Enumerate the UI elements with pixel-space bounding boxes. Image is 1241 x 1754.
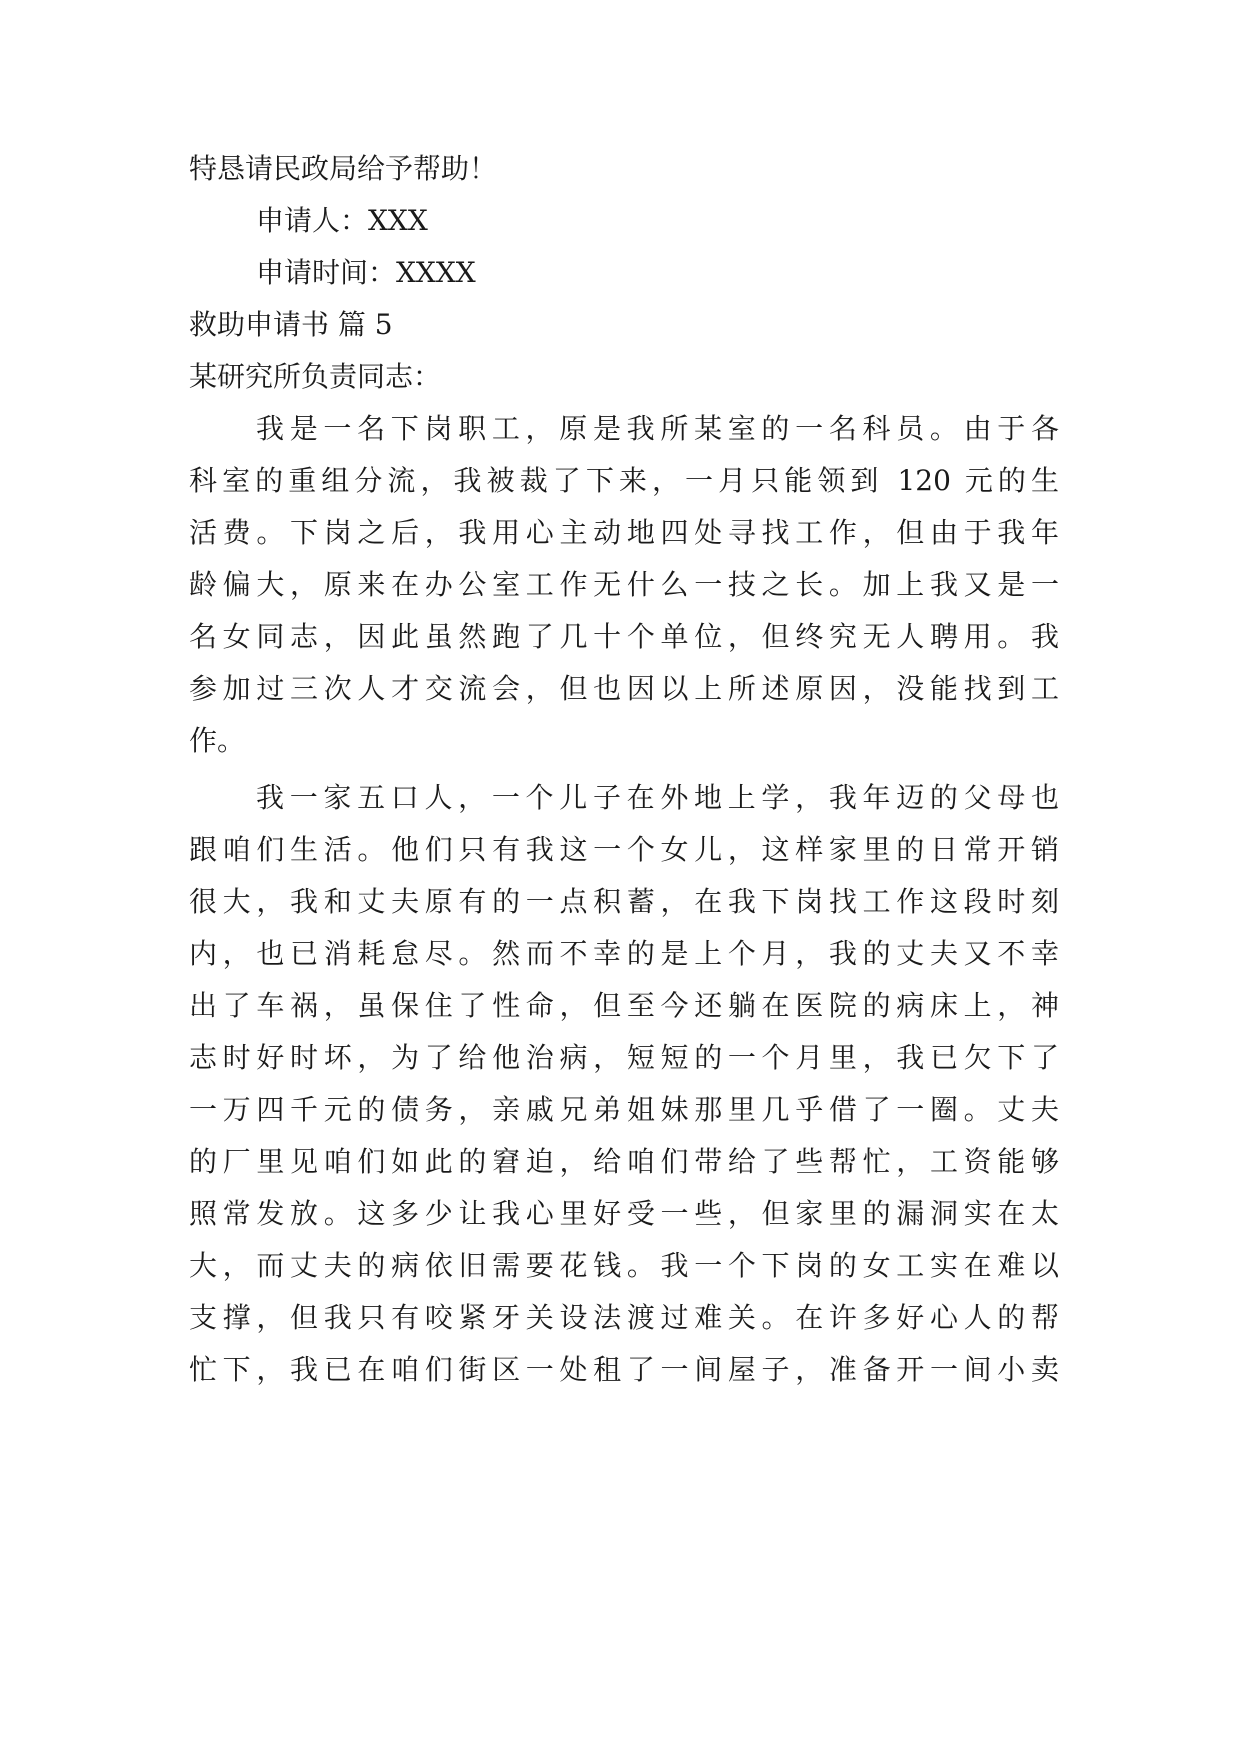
salutation: 某研究所负责同志： [189, 360, 442, 393]
paragraph1-line: 名女同志，因此虽然跑了几十个单位，但终究无人聘用。我 [189, 620, 1059, 653]
paragraph1-line: 参加过三次人才交流会，但也因以上所述原因，没能找到工 [189, 672, 1059, 705]
paragraph2-line: 的厂里见咱们如此的窘迫，给咱们带给了些帮忙，工资能够 [189, 1145, 1059, 1178]
paragraph2-line: 很大，我和丈夫原有的一点积蓄，在我下岗找工作这段时刻 [189, 885, 1059, 918]
paragraph2-line: 支撑，但我只有咬紧牙关设法渡过难关。在许多好心人的帮 [189, 1301, 1059, 1334]
paragraph2-line: 大，而丈夫的病依旧需要花钱。我一个下岗的女工实在难以 [189, 1249, 1059, 1282]
paragraph2-line: 忙下，我已在咱们街区一处租了一间屋子，准备开一间小卖 [189, 1353, 1059, 1386]
paragraph2-line: 我一家五口人，一个儿子在外地上学，我年迈的父母也 [256, 781, 1059, 814]
section-title: 救助申请书 篇 5 [189, 308, 393, 341]
paragraph2-line: 照常发放。这多少让我心里好受一些，但家里的漏洞实在太 [189, 1197, 1059, 1230]
paragraph1-line: 科室的重组分流，我被裁了下来，一月只能领到 120 元的生 [189, 464, 1059, 497]
paragraph1-line: 龄偏大，原来在办公室工作无什么一技之长。加上我又是一 [189, 568, 1059, 601]
paragraph2-line: 出了车祸，虽保住了性命，但至今还躺在医院的病床上，神 [189, 989, 1059, 1022]
paragraph2-line: 跟咱们生活。他们只有我这一个女儿，这样家里的日常开销 [189, 833, 1059, 866]
paragraph1-line: 我是一名下岗职工，原是我所某室的一名科员。由于各 [256, 412, 1059, 445]
paragraph1-line: 作。 [189, 724, 246, 757]
paragraph2-line: 内，也已消耗怠尽。然而不幸的是上个月，我的丈夫又不幸 [189, 937, 1059, 970]
closing-plea: 特恳请民政局给予帮助！ [189, 152, 498, 185]
paragraph1-line: 活费。下岗之后，我用心主动地四处寻找工作，但由于我年 [189, 516, 1059, 549]
paragraph2-line: 一万四千元的债务，亲戚兄弟姐妹那里几乎借了一圈。丈夫 [189, 1093, 1059, 1126]
applicant-line: 申请人：XXX [256, 204, 428, 237]
paragraph2-line: 志时好时坏，为了给他治病，短短的一个月里，我已欠下了 [189, 1041, 1059, 1074]
application-date-line: 申请时间：XXXX [256, 256, 476, 289]
